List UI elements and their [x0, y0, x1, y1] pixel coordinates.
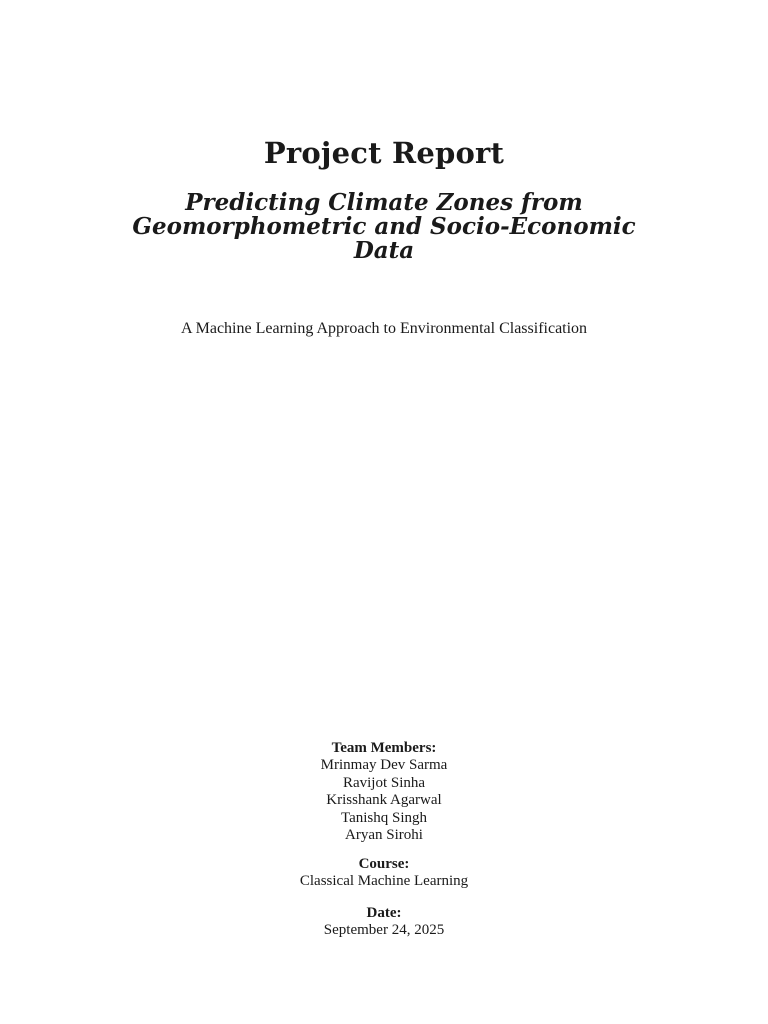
course-section — [0, 856, 768, 891]
team-member-name: Tanishq Singh — [340, 809, 428, 826]
subtitle-line: Geomorphometric and Socio-Economic — [132, 213, 636, 240]
course-heading: Course: — [358, 856, 410, 872]
date-section — [0, 905, 768, 940]
course-name: Classical Machine Learning — [299, 873, 469, 890]
subtitle-line: Predicting Climate Zones from — [185, 189, 583, 216]
team-members-section — [0, 740, 768, 844]
report-subtitle — [100, 191, 668, 263]
report-title: Project Report — [263, 136, 505, 170]
team-members-heading: Team Members: — [331, 740, 437, 756]
team-member-name: Aryan Sirohi — [345, 827, 423, 844]
date-value: September 24, 2025 — [323, 922, 445, 939]
date-heading: Date: — [366, 905, 402, 921]
team-member-name: Ravijot Sinha — [342, 774, 426, 791]
team-member-name: Mrinmay Dev Sarma — [320, 757, 448, 774]
team-member-name: Krisshank Agarwal — [326, 792, 442, 809]
subtitle-line: Data — [353, 237, 415, 264]
report-tagline: A Machine Learning Approach to Environmental Classification — [180, 320, 588, 337]
